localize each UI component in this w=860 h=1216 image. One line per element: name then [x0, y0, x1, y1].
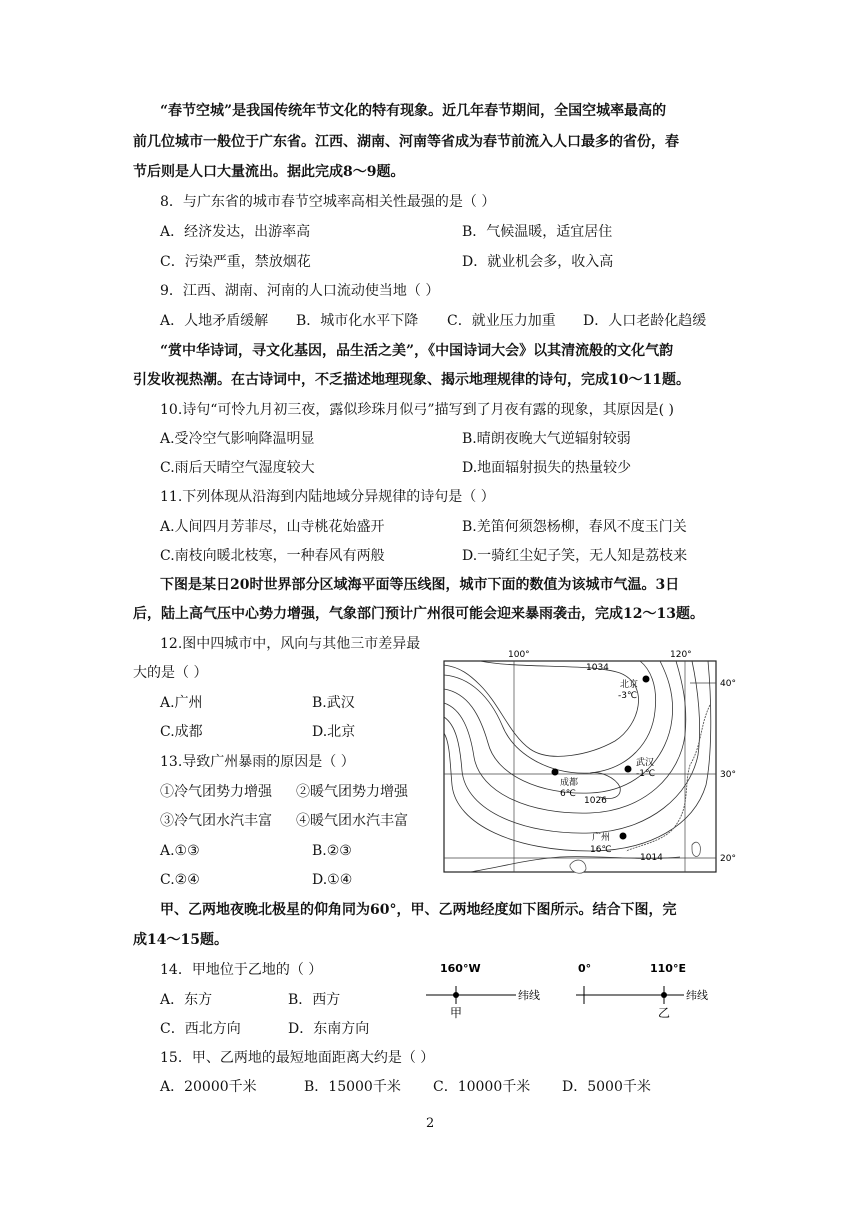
jia-label: 甲 [450, 1006, 463, 1020]
q12-option-b: B.武汉 [312, 695, 355, 711]
isobar-1014-label: 1014 [640, 853, 663, 863]
q10-stem: 10.诗句“可怜九月初三夜，露似珍珠月似弓”描写到了月夜有露的现象，其原因是( ) [160, 402, 674, 418]
jia-dot [453, 992, 459, 998]
q14-option-a: A．东方 [160, 992, 213, 1008]
q14-option-c: C．西北方向 [160, 1021, 241, 1037]
q13-statement-4: ④暖气团水汽丰富 [296, 813, 408, 829]
wuhan-name: 武汉 [636, 758, 655, 768]
yi-label: 乙 [658, 1006, 671, 1020]
beijing-dot [643, 676, 650, 683]
q13-stem: 13.导致广州暴雨的原因是（ ） [160, 754, 355, 770]
intro2-line2: 引发收视热潮。在古诗词中，不乏描述地理现象、揭示地理规律的诗句，完成10～11题。 [133, 372, 690, 388]
taiwan-island [692, 842, 700, 856]
q12-stem-line2: 大的是（ ） [133, 665, 208, 681]
beijing-temp: -3℃ [618, 691, 638, 701]
q11-option-a: A.人间四月芳菲尽，山寺桃花始盛开 [160, 519, 385, 535]
q13-option-d: D.①④ [312, 872, 353, 888]
q9-option-d: D．人口老龄化趋缓 [583, 313, 707, 329]
q13-statement-2: ②暖气团势力增强 [296, 784, 408, 800]
wuhan-dot [625, 766, 632, 773]
q11-option-b: B.羌笛何须怨杨柳，春风不度玉门关 [462, 519, 687, 535]
chengdu-temp: 6℃ [560, 789, 576, 799]
q14-stem: 14．甲地位于乙地的（ ） [160, 962, 323, 978]
intro2-line1: “赏中华诗词，寻文化基因，品生活之美”，《中国诗词大会》以其清流般的文化气韵 [160, 343, 674, 359]
chengdu-name: 成都 [560, 778, 579, 788]
q14-option-b: B．西方 [288, 992, 341, 1008]
q10-option-d: D.地面辐射损失的热量较少 [462, 460, 632, 476]
q10-option-a: A.受冷空气影响降温明显 [160, 431, 315, 447]
q8-stem: 8．与广东省的城市春节空城率高相关性最强的是（ ） [160, 194, 496, 210]
q13-option-a: A.①③ [160, 843, 200, 859]
intro3-line2: 后，陆上高气压中心势力增强，气象部门预计广州很可能会迎来暴雨袭击，完成12～13题。 [133, 606, 704, 622]
q8-option-a: A．经济发达，出游率高 [160, 224, 311, 240]
q15-option-a: A．20000千米 [160, 1079, 257, 1095]
q15-option-d: D．5000千米 [562, 1079, 651, 1095]
beijing-name: 北京 [620, 680, 639, 690]
q8-option-c: C．污染严重，禁放烟花 [160, 254, 311, 270]
wuhan-temp: -1℃ [636, 769, 656, 779]
q11-option-c: C.南枝向暖北枝寒，一种春风有两般 [160, 548, 385, 564]
guangzhou-dot [620, 833, 627, 840]
jia-lon-label: 160°W [440, 962, 481, 975]
q8-option-d: D．就业机会多，收入高 [462, 254, 614, 270]
guangzhou-name: 广州 [592, 833, 611, 843]
q13-statement-3: ③冷气团水汽丰富 [160, 813, 272, 829]
isobar-1034-label: 1034 [586, 663, 609, 673]
lon-120-label: 120° [670, 650, 692, 660]
q12-stem-line1: 12.图中四城市中，风向与其他三市差异最 [160, 636, 421, 652]
lat-40-label: 40° [720, 679, 736, 689]
q13-statement-1: ①冷气团势力增强 [160, 784, 272, 800]
q11-stem: 11.下列体现从沿海到内陆地域分异规律的诗句是（ ） [160, 489, 495, 505]
guangzhou-temp: 16℃ [590, 845, 612, 855]
zero-lon-label: 0° [578, 962, 592, 975]
q8-option-b: B．气候温暖，适宜居住 [462, 224, 613, 240]
q15-option-b: B．15000千米 [304, 1079, 401, 1095]
map-frame [444, 661, 716, 872]
isobar-map [440, 645, 740, 880]
q15-option-c: C．10000千米 [433, 1079, 531, 1095]
chengdu-dot [552, 769, 559, 776]
page-number: 2 [426, 1116, 435, 1131]
q9-option-b: B．城市化水平下降 [296, 313, 419, 329]
yi-lon-label: 110°E [650, 962, 686, 975]
yi-dot [661, 992, 667, 998]
q10-option-c: C.雨后天晴空气湿度较大 [160, 460, 315, 476]
latline-label-right: 纬线 [686, 989, 708, 1002]
q12-option-a: A.广州 [160, 695, 203, 711]
q13-option-c: C.②④ [160, 872, 200, 888]
intro4-line1: 甲、乙两地夜晚北极星的仰角同为60°，甲、乙两地经度如下图所示。结合下图，完 [160, 902, 677, 918]
q9-option-c: C．就业压力加重 [447, 313, 556, 329]
latline-label-left: 纬线 [518, 989, 540, 1002]
q9-option-a: A．人地矛盾缓解 [160, 313, 269, 329]
q14-option-d: D．东南方向 [288, 1021, 370, 1037]
longitude-figure [418, 958, 728, 1020]
q12-option-d: D.北京 [312, 724, 356, 740]
isobar-1026-label: 1026 [584, 796, 607, 806]
q9-stem: 9．江西、湖南、河南的人口流动使当地（ ） [160, 283, 440, 299]
q15-stem: 15．甲、乙两地的最短地面距离大约是（ ） [160, 1050, 435, 1066]
lon-100-label: 100° [508, 650, 530, 660]
q12-option-c: C.成都 [160, 724, 203, 740]
q10-option-b: B.晴朗夜晚大气逆辐射较弱 [462, 431, 631, 447]
intro1-line1: “春节空城”是我国传统年节文化的特有现象。近几年春节期间，全国空城率最高的 [160, 103, 667, 119]
intro1-line2: 前几位城市一般位于广东省。江西、湖南、河南等省成为春节前流入人口最多的省份，春 [133, 134, 679, 150]
intro3-line1: 下图是某日20时世界部分区域海平面等压线图，城市下面的数值为该城市气温。3日 [160, 577, 680, 593]
lat-30-label: 30° [720, 770, 736, 780]
q13-option-b: B.②③ [312, 843, 352, 859]
intro1-line3: 节后则是人口大量流出。据此完成8～9题。 [133, 164, 405, 180]
lat-20-label: 20° [720, 854, 736, 864]
intro4-line2: 成14～15题。 [133, 932, 228, 948]
q11-option-d: D.一骑红尘妃子笑，无人知是荔枝来 [462, 548, 688, 564]
